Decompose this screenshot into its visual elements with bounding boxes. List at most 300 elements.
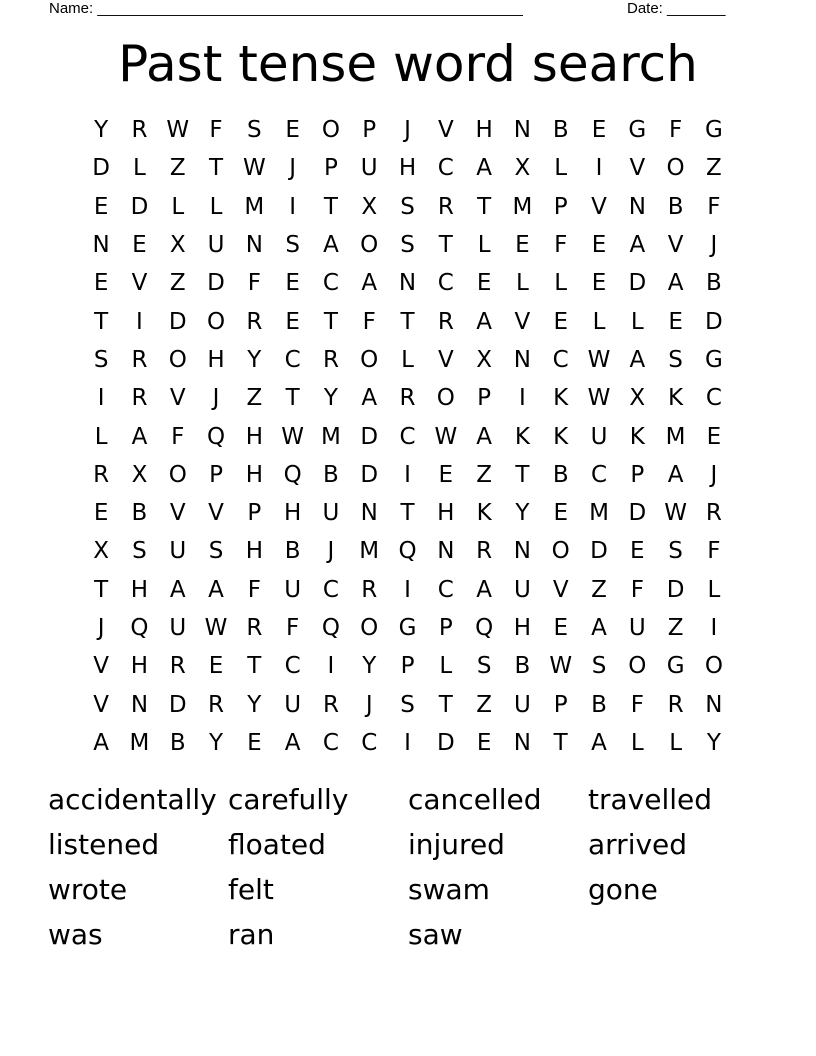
grid-letter: A: [361, 385, 378, 412]
grid-letter: N: [360, 500, 378, 527]
grid-letter: U: [322, 500, 340, 527]
grid-letter: B: [131, 500, 148, 527]
word-list-item: injured: [408, 828, 505, 861]
grid-letter: K: [514, 423, 530, 450]
grid-letter: S: [247, 117, 262, 144]
grid-letter: X: [629, 385, 646, 412]
grid-letter: F: [630, 691, 644, 718]
grid-letter: E: [438, 461, 454, 488]
grid-letter: E: [553, 308, 568, 335]
grid-letter: R: [131, 385, 148, 412]
grid-letter: I: [519, 385, 526, 412]
word-list-item: cancelled: [408, 783, 542, 816]
grid-letter: J: [212, 385, 220, 412]
grid-letter: P: [209, 461, 223, 488]
grid-letter: R: [246, 308, 263, 335]
grid-letter: T: [400, 308, 415, 335]
word-list-item: accidentally: [48, 783, 217, 816]
grid-letter: I: [710, 615, 718, 641]
grid-letter: H: [283, 500, 302, 527]
grid-letter: D: [666, 576, 685, 603]
grid-row: [82, 456, 734, 494]
grid-letter: E: [285, 270, 300, 297]
grid-letter: A: [131, 423, 148, 450]
grid-letter: G: [704, 117, 723, 144]
grid-letter: O: [360, 232, 379, 259]
grid-letter: O: [436, 385, 455, 412]
grid-letter: V: [208, 500, 224, 527]
grid-letter: C: [322, 270, 339, 297]
grid-letter: G: [666, 653, 685, 680]
grid-letter: J: [289, 155, 297, 182]
word-list-item: gone: [588, 873, 658, 906]
grid-letter: L: [209, 193, 223, 220]
grid-letter: M: [244, 193, 265, 220]
grid-letter: F: [362, 308, 376, 335]
grid-letter: L: [630, 729, 644, 756]
grid-letter: O: [360, 615, 379, 641]
grid-letter: X: [361, 193, 378, 220]
grid-letter: T: [515, 461, 530, 488]
grid-letter: H: [475, 117, 493, 144]
grid-letter: A: [667, 270, 684, 297]
grid-letter: C: [322, 729, 339, 756]
grid-letter: I: [289, 193, 297, 220]
grid-letter: S: [93, 346, 109, 373]
grid-letter: N: [513, 117, 532, 144]
grid-letter: T: [285, 385, 300, 412]
grid-letter: U: [284, 691, 302, 718]
grid-letter: S: [400, 232, 415, 259]
grid-letter: M: [359, 538, 380, 565]
grid-letter: H: [398, 155, 417, 182]
grid-letter: T: [438, 691, 453, 718]
grid-letter: Y: [94, 117, 109, 144]
grid-letter: Z: [667, 615, 684, 641]
grid-letter: H: [245, 423, 263, 450]
grid-letter: Z: [246, 385, 263, 412]
grid-letter: P: [247, 500, 262, 527]
grid-letter: H: [130, 576, 149, 603]
grid-letter: E: [93, 500, 109, 527]
grid-letter: F: [247, 576, 261, 603]
word-list-item: wrote: [48, 873, 128, 906]
date-field-label: Date: _______: [627, 0, 726, 17]
grid-row: [82, 724, 734, 762]
grid-letter: Q: [283, 461, 302, 488]
grid-letter: K: [553, 385, 569, 412]
grid-row: [82, 341, 734, 379]
grid-letter: W: [587, 346, 611, 373]
grid-letter: J: [365, 691, 373, 718]
grid-letter: O: [168, 346, 187, 373]
grid-letter: I: [595, 155, 603, 182]
grid-letter: P: [553, 193, 568, 220]
grid-letter: C: [322, 576, 339, 603]
grid-letter: Q: [398, 538, 417, 565]
grid-letter: P: [362, 117, 377, 144]
word-list-item: swam: [408, 873, 490, 906]
grid-letter: C: [284, 653, 301, 680]
grid-letter: K: [476, 500, 492, 527]
grid-letter: X: [93, 538, 110, 565]
grid-letter: U: [590, 423, 608, 450]
grid-letter: J: [327, 538, 335, 565]
grid-letter: E: [515, 232, 530, 259]
grid-letter: P: [438, 615, 453, 641]
grid-letter: F: [554, 232, 568, 259]
grid-letter: W: [166, 117, 190, 144]
grid-letter: B: [667, 193, 684, 220]
grid-letter: O: [360, 346, 379, 373]
grid-letter: R: [667, 691, 684, 718]
grid-letter: S: [668, 538, 683, 565]
grid-letter: C: [590, 461, 608, 488]
grid-letter: X: [514, 155, 531, 182]
grid-letter: E: [630, 538, 645, 565]
grid-letter: C: [552, 346, 569, 373]
grid-letter: E: [132, 232, 147, 259]
grid-row: [82, 417, 734, 455]
grid-letter: V: [169, 385, 186, 412]
grid-row: [82, 532, 734, 570]
grid-row: [82, 188, 734, 226]
grid-letter: O: [666, 155, 685, 182]
grid-letter: E: [553, 615, 568, 641]
grid-letter: J: [710, 232, 718, 259]
grid-letter: L: [133, 155, 146, 182]
grid-letter: N: [92, 232, 110, 259]
grid-letter: P: [553, 691, 568, 718]
grid-letter: F: [286, 615, 300, 641]
grid-letter: W: [242, 155, 266, 182]
grid-row: [82, 149, 734, 187]
grid-letter: H: [437, 500, 455, 527]
grid-letter: A: [361, 270, 378, 297]
grid-letter: S: [132, 538, 147, 565]
grid-letter: M: [321, 423, 341, 450]
grid-letter: D: [168, 308, 187, 335]
grid-letter: T: [400, 500, 415, 527]
grid-row: [82, 647, 734, 685]
grid-letter: R: [361, 576, 378, 603]
grid-letter: Z: [169, 155, 186, 182]
grid-letter: N: [705, 691, 723, 718]
grid-letter: V: [169, 500, 186, 527]
grid-letter: E: [285, 308, 300, 335]
grid-letter: Q: [321, 615, 340, 641]
grid-letter: V: [93, 653, 110, 680]
grid-letter: Q: [475, 615, 494, 641]
grid-letter: D: [130, 193, 149, 220]
grid-letter: B: [706, 270, 722, 297]
grid-letter: I: [404, 461, 411, 488]
grid-letter: E: [591, 232, 607, 259]
grid-letter: M: [665, 423, 686, 450]
grid-letter: F: [668, 117, 683, 144]
grid-letter: B: [169, 729, 186, 756]
grid-letter: A: [476, 308, 492, 335]
grid-letter: H: [513, 615, 532, 641]
grid-letter: U: [169, 615, 187, 641]
grid-letter: N: [437, 538, 455, 565]
grid-letter: F: [209, 117, 223, 144]
grid-letter: E: [553, 500, 568, 527]
grid-letter: T: [209, 155, 224, 182]
grid-letter: D: [705, 308, 723, 335]
grid-letter: C: [437, 155, 454, 182]
grid-letter: J: [710, 461, 718, 488]
grid-letter: D: [360, 461, 379, 488]
grid-letter: B: [552, 117, 569, 144]
word-list-item: felt: [228, 873, 274, 906]
grid-letter: R: [246, 615, 263, 641]
grid-letter: L: [516, 270, 529, 297]
grid-letter: B: [591, 691, 607, 718]
grid-letter: O: [168, 461, 187, 488]
grid-letter: K: [629, 423, 645, 450]
grid-letter: R: [169, 653, 186, 680]
grid-letter: L: [592, 308, 606, 335]
grid-letter: F: [630, 576, 644, 603]
grid-letter: A: [93, 729, 110, 756]
grid-letter: L: [669, 729, 683, 756]
grid-letter: B: [552, 461, 569, 488]
grid-row: [82, 379, 734, 417]
grid-letter: H: [130, 653, 149, 680]
grid-letter: L: [171, 193, 185, 220]
grid-letter: R: [208, 691, 225, 718]
grid-row: [82, 302, 734, 340]
grid-letter: L: [707, 576, 721, 603]
grid-letter: Y: [706, 729, 721, 756]
grid-row: [82, 609, 734, 647]
grid-letter: U: [513, 576, 531, 603]
grid-letter: M: [589, 500, 609, 527]
grid-letter: Y: [515, 500, 530, 527]
grid-letter: T: [94, 576, 109, 603]
grid-letter: V: [437, 346, 454, 373]
grid-letter: W: [664, 500, 687, 527]
grid-letter: O: [206, 308, 226, 335]
grid-letter: A: [591, 615, 607, 641]
grid-letter: B: [323, 461, 339, 488]
grid-letter: A: [476, 423, 492, 450]
grid-letter: A: [476, 155, 492, 182]
word-list: [48, 777, 768, 957]
grid-letter: C: [437, 270, 454, 297]
grid-letter: J: [404, 117, 411, 144]
grid-letter: V: [667, 232, 684, 259]
grid-letter: Y: [209, 729, 224, 756]
grid-letter: M: [512, 193, 533, 220]
grid-letter: V: [552, 576, 569, 603]
grid-letter: U: [628, 615, 646, 641]
grid-letter: E: [247, 729, 262, 756]
grid-letter: W: [434, 423, 458, 450]
grid-letter: D: [92, 155, 110, 182]
grid-letter: R: [705, 500, 722, 527]
grid-letter: X: [169, 232, 186, 259]
word-list-item: listened: [48, 828, 160, 861]
grid-letter: T: [94, 308, 109, 335]
word-list-item: arrived: [588, 828, 688, 861]
grid-letter: U: [513, 691, 531, 718]
grid-letter: G: [398, 615, 417, 641]
grid-letter: R: [476, 538, 493, 565]
word-list-item: ran: [228, 918, 275, 951]
grid-letter: T: [477, 193, 492, 220]
grid-letter: B: [284, 538, 301, 565]
page-title: Past tense word search: [118, 35, 698, 93]
grid-letter: R: [322, 346, 339, 373]
grid-letter: Z: [476, 461, 492, 488]
grid-row: [82, 571, 734, 609]
grid-letter: T: [438, 232, 453, 259]
name-field-label: Name: ___________________________________________________: [49, 0, 523, 17]
grid-letter: A: [629, 232, 646, 259]
grid-letter: X: [476, 346, 492, 373]
grid-letter: D: [590, 538, 608, 565]
grid-letter: O: [551, 538, 570, 565]
grid-letter: L: [554, 155, 568, 182]
grid-letter: Y: [247, 346, 262, 373]
grid-letter: A: [667, 461, 684, 488]
grid-letter: S: [285, 232, 300, 259]
grid-letter: N: [513, 346, 532, 373]
grid-letter: F: [247, 270, 261, 297]
letter-grid: [82, 111, 734, 762]
grid-letter: E: [591, 270, 607, 297]
grid-letter: X: [131, 461, 148, 488]
grid-letter: N: [513, 729, 532, 756]
grid-letter: S: [208, 538, 224, 565]
grid-letter: P: [400, 653, 415, 680]
grid-letter: K: [553, 423, 569, 450]
grid-letter: E: [208, 653, 224, 680]
grid-letter: L: [401, 346, 414, 373]
grid-letter: S: [400, 193, 415, 220]
grid-letter: T: [553, 729, 568, 756]
grid-letter: E: [706, 423, 722, 450]
grid-letter: Y: [323, 385, 338, 412]
grid-letter: N: [130, 691, 149, 718]
grid-letter: E: [285, 117, 300, 144]
grid-letter: W: [204, 615, 228, 641]
grid-letter: Z: [706, 155, 722, 182]
grid-letter: C: [705, 385, 722, 412]
word-list-item: travelled: [588, 783, 713, 816]
grid-letter: I: [97, 385, 105, 412]
grid-letter: Z: [591, 576, 607, 603]
grid-letter: F: [707, 538, 721, 565]
grid-letter: I: [404, 576, 411, 603]
grid-letter: P: [630, 461, 645, 488]
word-list-item: carefully: [228, 783, 349, 816]
grid-letter: U: [207, 232, 225, 259]
grid-letter: N: [398, 270, 417, 297]
grid-letter: N: [513, 538, 532, 565]
grid-letter: Y: [247, 691, 262, 718]
grid-letter: V: [93, 691, 110, 718]
grid-letter: S: [591, 653, 607, 680]
grid-row: [82, 685, 734, 723]
grid-letter: C: [399, 423, 416, 450]
grid-letter: T: [323, 193, 338, 220]
grid-letter: V: [437, 117, 454, 144]
grid-letter: N: [245, 232, 263, 259]
grid-letter: I: [327, 653, 335, 680]
grid-letter: C: [437, 576, 454, 603]
grid-row: [82, 111, 734, 149]
grid-letter: E: [476, 729, 492, 756]
grid-letter: D: [628, 500, 647, 527]
grid-letter: A: [208, 576, 224, 603]
word-list-item: was: [48, 918, 103, 951]
grid-row: [82, 264, 734, 302]
grid-letter: V: [591, 193, 607, 220]
grid-letter: A: [629, 346, 646, 373]
grid-letter: D: [360, 423, 379, 450]
grid-letter: W: [281, 423, 304, 450]
grid-letter: S: [400, 691, 415, 718]
grid-letter: E: [668, 308, 683, 335]
grid-letter: Q: [130, 615, 149, 641]
grid-letter: V: [131, 270, 148, 297]
grid-letter: G: [704, 346, 723, 373]
grid-letter: D: [207, 270, 225, 297]
grid-letter: U: [169, 538, 187, 565]
grid-row: [82, 226, 734, 264]
grid-letter: Z: [169, 270, 186, 297]
grid-letter: I: [404, 729, 411, 756]
grid-letter: D: [436, 729, 455, 756]
grid-letter: Z: [476, 691, 492, 718]
grid-letter: A: [476, 576, 492, 603]
grid-letter: R: [322, 691, 339, 718]
grid-letter: V: [514, 308, 531, 335]
grid-letter: Y: [362, 653, 377, 680]
grid-letter: E: [591, 117, 607, 144]
grid-letter: W: [587, 385, 611, 412]
word-list-item: saw: [408, 918, 463, 951]
grid-letter: F: [171, 423, 185, 450]
grid-letter: L: [94, 423, 108, 450]
grid-letter: W: [549, 653, 573, 680]
grid-letter: C: [284, 346, 301, 373]
grid-letter: A: [323, 232, 339, 259]
grid-letter: R: [437, 193, 454, 220]
grid-letter: H: [245, 461, 263, 488]
grid-letter: A: [591, 729, 607, 756]
grid-letter: E: [476, 270, 492, 297]
grid-letter: D: [168, 691, 187, 718]
grid-letter: F: [707, 193, 721, 220]
grid-letter: U: [284, 576, 302, 603]
grid-letter: O: [704, 653, 723, 680]
grid-letter: E: [93, 270, 109, 297]
grid-letter: H: [207, 346, 225, 373]
grid-letter: T: [247, 653, 262, 680]
grid-letter: N: [628, 193, 646, 220]
grid-letter: H: [245, 538, 263, 565]
grid-letter: T: [323, 308, 338, 335]
grid-letter: L: [439, 653, 453, 680]
grid-letter: R: [131, 117, 148, 144]
grid-letter: A: [169, 576, 186, 603]
grid-letter: G: [628, 117, 647, 144]
grid-letter: D: [628, 270, 647, 297]
